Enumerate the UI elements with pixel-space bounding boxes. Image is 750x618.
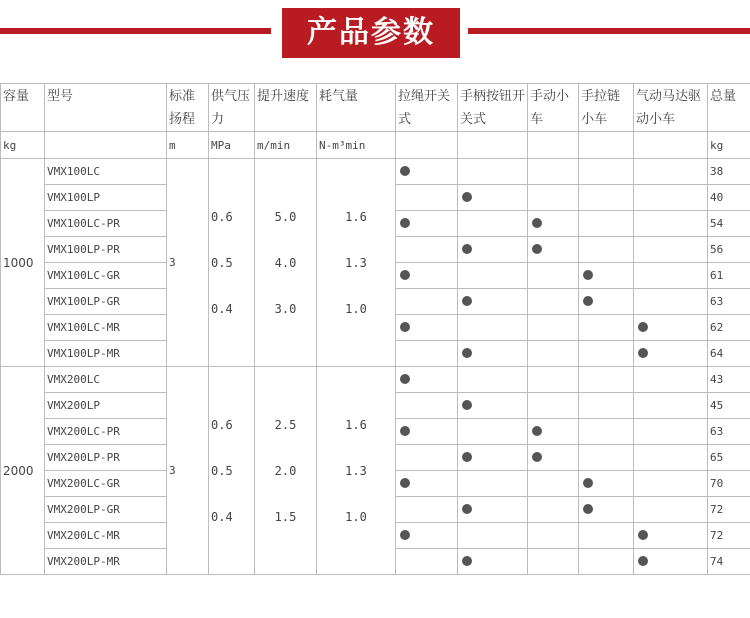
handle-option-cell xyxy=(458,445,528,471)
manual-option-cell xyxy=(528,523,579,549)
model-cell: VMX100LC xyxy=(45,159,167,185)
unit-model xyxy=(45,132,167,159)
unit-lift: m xyxy=(167,132,209,159)
included-dot-icon xyxy=(532,452,542,462)
consumption-value: 1.0 xyxy=(345,301,367,316)
weight-cell: 72 xyxy=(708,497,750,523)
handle-option-cell xyxy=(458,549,528,575)
pull-option-cell xyxy=(396,523,458,549)
pressure-value: 0.5 xyxy=(211,463,233,478)
included-dot-icon xyxy=(532,218,542,228)
handle-option-cell xyxy=(458,393,528,419)
motor-option-cell xyxy=(634,445,708,471)
included-dot-icon xyxy=(583,504,593,514)
manual-option-cell xyxy=(528,471,579,497)
included-dot-icon xyxy=(532,426,542,436)
motor-option-cell xyxy=(634,341,708,367)
model-cell: VMX200LP-GR xyxy=(45,497,167,523)
col-header-pull-switch: 拉绳开关式 xyxy=(396,84,458,132)
handle-option-cell xyxy=(458,211,528,237)
included-dot-icon xyxy=(462,400,472,410)
consumption-value: 1.3 xyxy=(345,255,367,270)
speed-cell xyxy=(255,367,317,575)
included-dot-icon xyxy=(638,556,648,566)
chain-option-cell xyxy=(579,159,634,185)
included-dot-icon xyxy=(462,452,472,462)
model-cell: VMX100LP-GR xyxy=(45,289,167,315)
pressure-value: 0.6 xyxy=(211,417,233,432)
included-dot-icon xyxy=(583,478,593,488)
unit-speed: m/min xyxy=(255,132,317,159)
included-dot-icon xyxy=(400,530,410,540)
weight-cell: 54 xyxy=(708,211,750,237)
manual-option-cell xyxy=(528,263,579,289)
unit-pull-switch xyxy=(396,132,458,159)
chain-option-cell xyxy=(579,289,634,315)
pull-option-cell xyxy=(396,211,458,237)
consumption-value: 1.6 xyxy=(345,209,367,224)
included-dot-icon xyxy=(400,218,410,228)
weight-cell: 63 xyxy=(708,419,750,445)
consumption-value: 1.6 xyxy=(345,417,367,432)
col-header-motor-trolley: 气动马达驱动小车 xyxy=(634,84,708,132)
pull-option-cell xyxy=(396,497,458,523)
motor-option-cell xyxy=(634,471,708,497)
motor-option-cell xyxy=(634,211,708,237)
chain-option-cell xyxy=(579,341,634,367)
motor-option-cell xyxy=(634,315,708,341)
included-dot-icon xyxy=(462,244,472,254)
included-dot-icon xyxy=(462,296,472,306)
capacity-cell: 2000 xyxy=(1,367,45,575)
weight-cell: 43 xyxy=(708,367,750,393)
consumption-value: 1.0 xyxy=(345,509,367,524)
included-dot-icon xyxy=(638,530,648,540)
manual-option-cell xyxy=(528,211,579,237)
consumption-value: 1.3 xyxy=(345,463,367,478)
lift-cell: 3 xyxy=(167,367,209,575)
speed-value: 1.5 xyxy=(274,509,297,524)
motor-option-cell xyxy=(634,289,708,315)
section-header xyxy=(0,0,750,66)
motor-option-cell xyxy=(634,549,708,575)
motor-option-cell xyxy=(634,263,708,289)
capacity-cell: 1000 xyxy=(1,159,45,367)
handle-option-cell xyxy=(458,367,528,393)
included-dot-icon xyxy=(400,426,410,436)
col-header-speed: 提升速度 xyxy=(255,84,317,132)
chain-option-cell xyxy=(579,367,634,393)
weight-cell: 62 xyxy=(708,315,750,341)
weight-cell: 72 xyxy=(708,523,750,549)
pull-option-cell xyxy=(396,289,458,315)
chain-option-cell xyxy=(579,419,634,445)
chain-option-cell xyxy=(579,471,634,497)
pressure-value: 0.4 xyxy=(211,301,233,316)
col-header-weight: 总量 xyxy=(708,84,750,132)
pull-option-cell xyxy=(396,549,458,575)
pressure-value: 0.4 xyxy=(211,509,233,524)
model-cell: VMX200LC-GR xyxy=(45,471,167,497)
manual-option-cell xyxy=(528,341,579,367)
pressure-cell xyxy=(209,367,255,575)
included-dot-icon xyxy=(638,322,648,332)
manual-option-cell xyxy=(528,367,579,393)
handle-option-cell xyxy=(458,497,528,523)
speed-value: 2.5 xyxy=(274,417,297,432)
manual-option-cell xyxy=(528,315,579,341)
pull-option-cell xyxy=(396,237,458,263)
speed-value: 4.0 xyxy=(274,255,297,270)
chain-option-cell xyxy=(579,497,634,523)
unit-row xyxy=(1,132,750,159)
included-dot-icon xyxy=(462,556,472,566)
consumption-cell xyxy=(317,159,396,367)
col-header-lift: 标准扬程 xyxy=(167,84,209,132)
included-dot-icon xyxy=(400,322,410,332)
weight-cell: 61 xyxy=(708,263,750,289)
model-cell: VMX200LC-MR xyxy=(45,523,167,549)
model-cell: VMX100LP-PR xyxy=(45,237,167,263)
included-dot-icon xyxy=(400,270,410,280)
col-header-pressure: 供气压力 xyxy=(209,84,255,132)
motor-option-cell xyxy=(634,237,708,263)
col-header-capacity: 容量 xyxy=(1,84,45,132)
included-dot-icon xyxy=(400,166,410,176)
chain-option-cell xyxy=(579,237,634,263)
unit-manual-trolley xyxy=(528,132,579,159)
model-cell: VMX200LP xyxy=(45,393,167,419)
handle-option-cell xyxy=(458,419,528,445)
pull-option-cell xyxy=(396,315,458,341)
handle-option-cell xyxy=(458,263,528,289)
weight-cell: 70 xyxy=(708,471,750,497)
header-row xyxy=(1,84,750,132)
included-dot-icon xyxy=(583,296,593,306)
weight-cell: 38 xyxy=(708,159,750,185)
model-cell: VMX100LC-PR xyxy=(45,211,167,237)
chain-option-cell xyxy=(579,393,634,419)
included-dot-icon xyxy=(400,478,410,488)
included-dot-icon xyxy=(462,348,472,358)
included-dot-icon xyxy=(532,244,542,254)
unit-weight: kg xyxy=(708,132,750,159)
lift-cell: 3 xyxy=(167,159,209,367)
handle-option-cell xyxy=(458,185,528,211)
manual-option-cell xyxy=(528,159,579,185)
col-header-consumption: 耗气量 xyxy=(317,84,396,132)
included-dot-icon xyxy=(462,192,472,202)
speed-cell xyxy=(255,159,317,367)
weight-cell: 65 xyxy=(708,445,750,471)
col-header-manual-trolley: 手动小车 xyxy=(528,84,579,132)
speed-value: 3.0 xyxy=(274,301,297,316)
pull-option-cell xyxy=(396,185,458,211)
col-header-chain-trolley: 手拉链小车 xyxy=(579,84,634,132)
weight-cell: 56 xyxy=(708,237,750,263)
pull-option-cell xyxy=(396,393,458,419)
chain-option-cell xyxy=(579,211,634,237)
chain-option-cell xyxy=(579,263,634,289)
pressure-value: 0.5 xyxy=(211,255,233,270)
speed-value: 5.0 xyxy=(274,209,297,224)
table-row xyxy=(1,159,750,185)
weight-cell: 64 xyxy=(708,341,750,367)
handle-option-cell xyxy=(458,289,528,315)
unit-consumption: N-m³min xyxy=(317,132,396,159)
model-cell: VMX200LP-MR xyxy=(45,549,167,575)
chain-option-cell xyxy=(579,549,634,575)
motor-option-cell xyxy=(634,419,708,445)
motor-option-cell xyxy=(634,185,708,211)
pull-option-cell xyxy=(396,341,458,367)
spec-table xyxy=(0,83,750,575)
motor-option-cell xyxy=(634,159,708,185)
handle-option-cell xyxy=(458,315,528,341)
unit-chain-trolley xyxy=(579,132,634,159)
manual-option-cell xyxy=(528,393,579,419)
manual-option-cell xyxy=(528,497,579,523)
unit-handle-switch xyxy=(458,132,528,159)
weight-cell: 45 xyxy=(708,393,750,419)
pull-option-cell xyxy=(396,367,458,393)
consumption-cell xyxy=(317,367,396,575)
included-dot-icon xyxy=(462,504,472,514)
chain-option-cell xyxy=(579,185,634,211)
motor-option-cell xyxy=(634,497,708,523)
pull-option-cell xyxy=(396,471,458,497)
model-cell: VMX100LP xyxy=(45,185,167,211)
col-header-model: 型号 xyxy=(45,84,167,132)
manual-option-cell xyxy=(528,419,579,445)
speed-value: 2.0 xyxy=(274,463,297,478)
included-dot-icon xyxy=(638,348,648,358)
motor-option-cell xyxy=(634,393,708,419)
handle-option-cell xyxy=(458,237,528,263)
unit-pressure: MPa xyxy=(209,132,255,159)
weight-cell: 63 xyxy=(708,289,750,315)
included-dot-icon xyxy=(583,270,593,280)
manual-option-cell xyxy=(528,445,579,471)
table-row xyxy=(1,367,750,393)
col-header-handle-switch: 手柄按钮开关式 xyxy=(458,84,528,132)
pull-option-cell xyxy=(396,445,458,471)
manual-option-cell xyxy=(528,289,579,315)
manual-option-cell xyxy=(528,549,579,575)
motor-option-cell xyxy=(634,523,708,549)
included-dot-icon xyxy=(400,374,410,384)
handle-option-cell xyxy=(458,523,528,549)
model-cell: VMX100LC-MR xyxy=(45,315,167,341)
chain-option-cell xyxy=(579,523,634,549)
manual-option-cell xyxy=(528,185,579,211)
model-cell: VMX200LC xyxy=(45,367,167,393)
chain-option-cell xyxy=(579,445,634,471)
unit-capacity: kg xyxy=(1,132,45,159)
model-cell: VMX200LC-PR xyxy=(45,419,167,445)
model-cell: VMX100LP-MR xyxy=(45,341,167,367)
page-title: 产品参数 xyxy=(282,8,460,58)
model-cell: VMX100LC-GR xyxy=(45,263,167,289)
model-cell: VMX200LP-PR xyxy=(45,445,167,471)
handle-option-cell xyxy=(458,341,528,367)
header-rule-right xyxy=(468,28,750,34)
handle-option-cell xyxy=(458,471,528,497)
header-rule-left xyxy=(0,28,271,34)
weight-cell: 40 xyxy=(708,185,750,211)
pressure-value: 0.6 xyxy=(211,209,233,224)
handle-option-cell xyxy=(458,159,528,185)
motor-option-cell xyxy=(634,367,708,393)
pressure-cell xyxy=(209,159,255,367)
manual-option-cell xyxy=(528,237,579,263)
chain-option-cell xyxy=(579,315,634,341)
pull-option-cell xyxy=(396,419,458,445)
unit-motor-trolley xyxy=(634,132,708,159)
pull-option-cell xyxy=(396,159,458,185)
pull-option-cell xyxy=(396,263,458,289)
weight-cell: 74 xyxy=(708,549,750,575)
